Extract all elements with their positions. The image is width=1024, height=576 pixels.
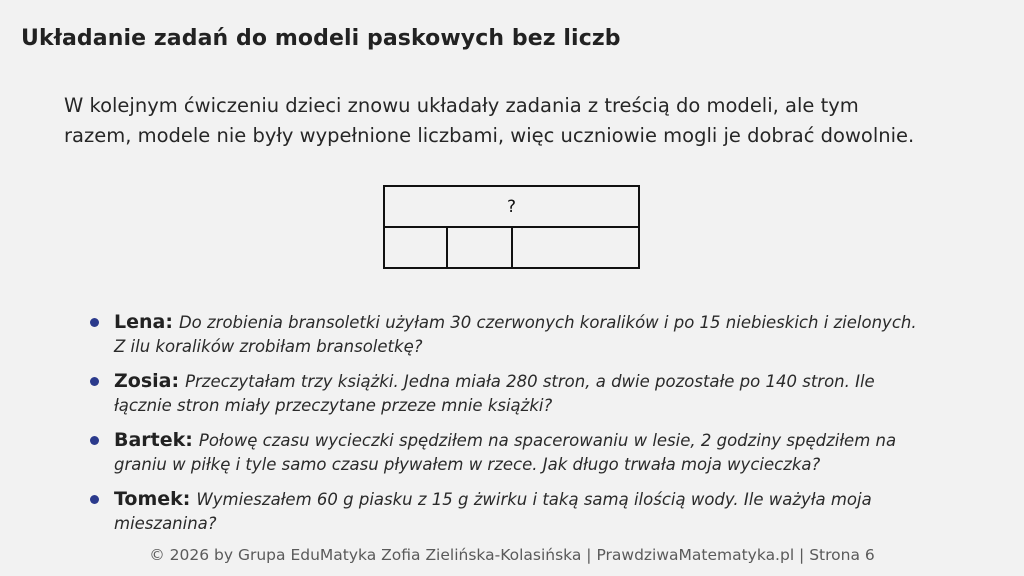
list-item bbox=[88, 487, 988, 536]
task-text-line-1: Do zrobienia bransoletki użyłam 30 czerwonych koralików i po 15 niebieskich i zielonych. bbox=[178, 313, 917, 332]
task-text-line-1: Połowę czasu wycieczki spędziłem na spacerowaniu w lesie, 2 godziny spędziłem na bbox=[198, 431, 897, 450]
task-author: Tomek: bbox=[114, 488, 191, 510]
bar-model-part-1 bbox=[385, 228, 448, 267]
task-text-line-1: Wymieszałem 60 g piasku z 15 g żwirku i taką samą ilością wody. Ile ważyła moja bbox=[196, 490, 872, 509]
bullet-icon bbox=[90, 318, 99, 327]
task-list bbox=[88, 310, 988, 546]
task-text-line-2: łącznie stron miały przeczytane przeze mnie książki? bbox=[114, 396, 553, 415]
intro-line-2: razem, modele nie były wypełnione liczbami, więc uczniowie mogli je dobrać dowolnie. bbox=[64, 124, 915, 147]
bar-model-whole bbox=[385, 187, 638, 228]
slide-footer: © 2026 by Grupa EduMatyka Zofia Zielińska-Kolasińska | PrawdziwaMatematyka.pl | Strona 6 bbox=[149, 546, 875, 564]
task-author: Lena: bbox=[114, 311, 173, 333]
intro-line-1: W kolejnym ćwiczeniu dzieci znowu układały zadania z treścią do modeli, ale tym bbox=[64, 94, 859, 117]
task-author: Zosia: bbox=[114, 370, 180, 392]
list-item bbox=[88, 428, 988, 477]
task-text-line-2: mieszanina? bbox=[114, 514, 217, 533]
bar-model-part-3 bbox=[513, 228, 638, 267]
task-author: Bartek: bbox=[114, 429, 193, 451]
task-text-line-2: graniu w piłkę i tyle samo czasu pływałem w rzece. Jak długo trwała moja wycieczka? bbox=[114, 455, 821, 474]
bar-model-part-2 bbox=[448, 228, 513, 267]
task-text-line-2: Z ilu koralików zrobiłam bransoletkę? bbox=[114, 337, 423, 356]
list-item bbox=[88, 310, 988, 359]
slide-title: Układanie zadań do modeli paskowych bez liczb bbox=[21, 26, 621, 51]
task-text-line-1: Przeczytałam trzy książki. Jedna miała 280 stron, a dwie pozostałe po 140 stron. Ile bbox=[185, 372, 875, 391]
bullet-icon bbox=[90, 377, 99, 386]
intro-paragraph bbox=[64, 91, 964, 151]
bullet-icon bbox=[90, 495, 99, 504]
bar-model-whole-label: ? bbox=[506, 196, 517, 217]
bar-model bbox=[383, 185, 640, 269]
list-item bbox=[88, 369, 988, 418]
bullet-icon bbox=[90, 436, 99, 445]
